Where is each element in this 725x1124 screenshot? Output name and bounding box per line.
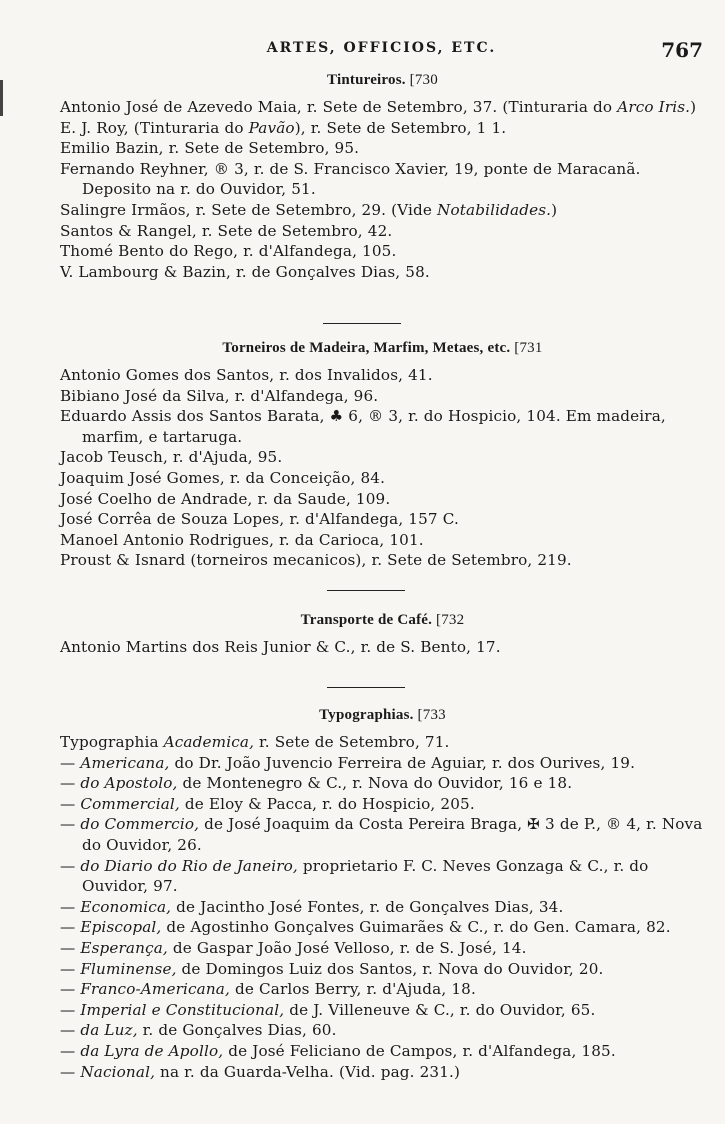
section-heading: Torneiros de Madeira, Marfim, Metaes, etc. bbox=[222, 340, 511, 356]
list-item: Thomé Bento do Rego, r. d'Alfandega, 105. bbox=[60, 242, 397, 261]
list-item: — do Apostolo, de Montenegro & C., r. Nova do Ouvidor, 16 e 18. bbox=[60, 774, 573, 793]
entry-list bbox=[60, 732, 705, 1082]
entry-list bbox=[60, 97, 705, 282]
section-title bbox=[60, 612, 705, 629]
list-item: José Coelho de Andrade, r. da Saude, 109. bbox=[60, 489, 391, 508]
list-item: Santos & Rangel, r. Sete de Setembro, 42. bbox=[60, 221, 393, 240]
section-number: [731 bbox=[514, 340, 543, 356]
running-head bbox=[60, 38, 703, 60]
page-number: 767 bbox=[661, 38, 703, 62]
list-item: — Imperial e Constitucional, de J. Villeneuve & C., r. do Ouvidor, 65. bbox=[60, 1000, 596, 1019]
section-heading: Transporte de Café. bbox=[300, 612, 433, 628]
list-item: Joaquim José Gomes, r. da Conceição, 84. bbox=[60, 468, 386, 487]
section-divider bbox=[327, 687, 405, 688]
list-item: Antonio Martins dos Reis Junior & C., r. de S. Bento, 17. bbox=[60, 638, 501, 656]
list-item: Bibiano José da Silva, r. d'Alfandega, 96. bbox=[60, 386, 379, 405]
list-item: Salingre Irmãos, r. Sete de Setembro, 29. (Vide Notabilidades.) bbox=[60, 200, 558, 219]
section-title bbox=[60, 72, 705, 89]
list-item: Jacob Teusch, r. d'Ajuda, 95. bbox=[60, 448, 283, 467]
list-item: — Nacional, na r. da Guarda-Velha. (Vid. pag. 231.) bbox=[60, 1062, 461, 1081]
list-item: V. Lambourg & Bazin, r. de Gonçalves Dias, 58. bbox=[60, 262, 430, 281]
section-divider bbox=[327, 590, 405, 591]
list-item: Antonio Gomes dos Santos, r. dos Invalidos, 41. bbox=[60, 366, 433, 384]
list-item: — do Commercio, de José Joaquim da Costa Pereira Braga, ✠ 3 de P., ® 4, r. Nova do Ouvidor, 26. bbox=[60, 815, 703, 854]
list-item: — Esperança, de Gaspar João José Velloso, r. de S. José, 14. bbox=[60, 938, 527, 957]
list-item: E. J. Roy, (Tinturaria do Pavão), r. Sete de Setembro, 1 1. bbox=[60, 118, 507, 137]
list-item: — da Luz, r. de Gonçalves Dias, 60. bbox=[60, 1021, 337, 1040]
section-torneiros bbox=[60, 340, 705, 571]
list-item: Fernando Reyhner, ® 3, r. de S. Francisco Xavier, 19, ponte de Maracanã. Deposito na r. do Ouvidor, 51. bbox=[60, 159, 641, 199]
section-divider bbox=[323, 323, 401, 324]
list-item: — Episcopal, de Agostinho Gonçalves Guimarães & C., r. do Gen. Camara, 82. bbox=[60, 918, 671, 937]
section-transporte-de-cafe bbox=[60, 612, 705, 658]
list-item: Manoel Antonio Rodrigues, r. da Carioca, 101. bbox=[60, 530, 424, 549]
list-item: Antonio José de Azevedo Maia, r. Sete de Setembro, 37. (Tinturaria do Arco Iris.) bbox=[60, 98, 697, 116]
list-item: — Americana, do Dr. João Juvencio Ferreira de Aguiar, r. dos Ourives, 19. bbox=[60, 753, 636, 772]
running-head-title: ARTES, OFFICIOS, ETC. bbox=[266, 40, 497, 56]
section-heading: Typographias. bbox=[319, 707, 414, 723]
section-heading: Tintureiros. bbox=[327, 72, 406, 88]
page-edge-mark bbox=[0, 80, 3, 116]
entry-list bbox=[60, 637, 705, 658]
list-item: Emilio Bazin, r. Sete de Setembro, 95. bbox=[60, 139, 360, 158]
section-typographias bbox=[60, 707, 705, 1082]
section-title bbox=[60, 340, 705, 357]
section-number: [733 bbox=[417, 707, 446, 723]
list-item: Proust & Isnard (torneiros mecanicos), r. Sete de Setembro, 219. bbox=[60, 551, 572, 570]
list-item: José Corrêa de Souza Lopes, r. d'Alfandega, 157 C. bbox=[60, 510, 459, 529]
list-item: — Fluminense, de Domingos Luiz dos Santos, r. Nova do Ouvidor, 20. bbox=[60, 959, 604, 978]
list-item: — do Diario do Rio de Janeiro, proprietario F. C. Neves Gonzaga & C., r. do Ouvidor, 97. bbox=[60, 856, 649, 896]
section-title bbox=[60, 707, 705, 724]
section-tintureiros bbox=[60, 72, 705, 282]
section-number: [732 bbox=[436, 612, 465, 628]
list-item: Eduardo Assis dos Santos Barata, ♣ 6, ® 3, r. do Hospicio, 104. Em madeira, marfim, e tartaruga. bbox=[60, 407, 666, 446]
list-item: Typographia Academica, r. Sete de Setembro, 71. bbox=[60, 733, 450, 751]
list-item: — Economica, de Jacintho José Fontes, r. de Gonçalves Dias, 34. bbox=[60, 897, 564, 916]
list-item: — Commercial, de Eloy & Pacca, r. do Hospicio, 205. bbox=[60, 794, 475, 813]
entry-list bbox=[60, 365, 705, 571]
list-item: — Franco-Americana, de Carlos Berry, r. d'Ajuda, 18. bbox=[60, 980, 476, 999]
list-item: — da Lyra de Apollo, de José Feliciano de Campos, r. d'Alfandega, 185. bbox=[60, 1041, 616, 1060]
section-number: [730 bbox=[409, 72, 438, 88]
